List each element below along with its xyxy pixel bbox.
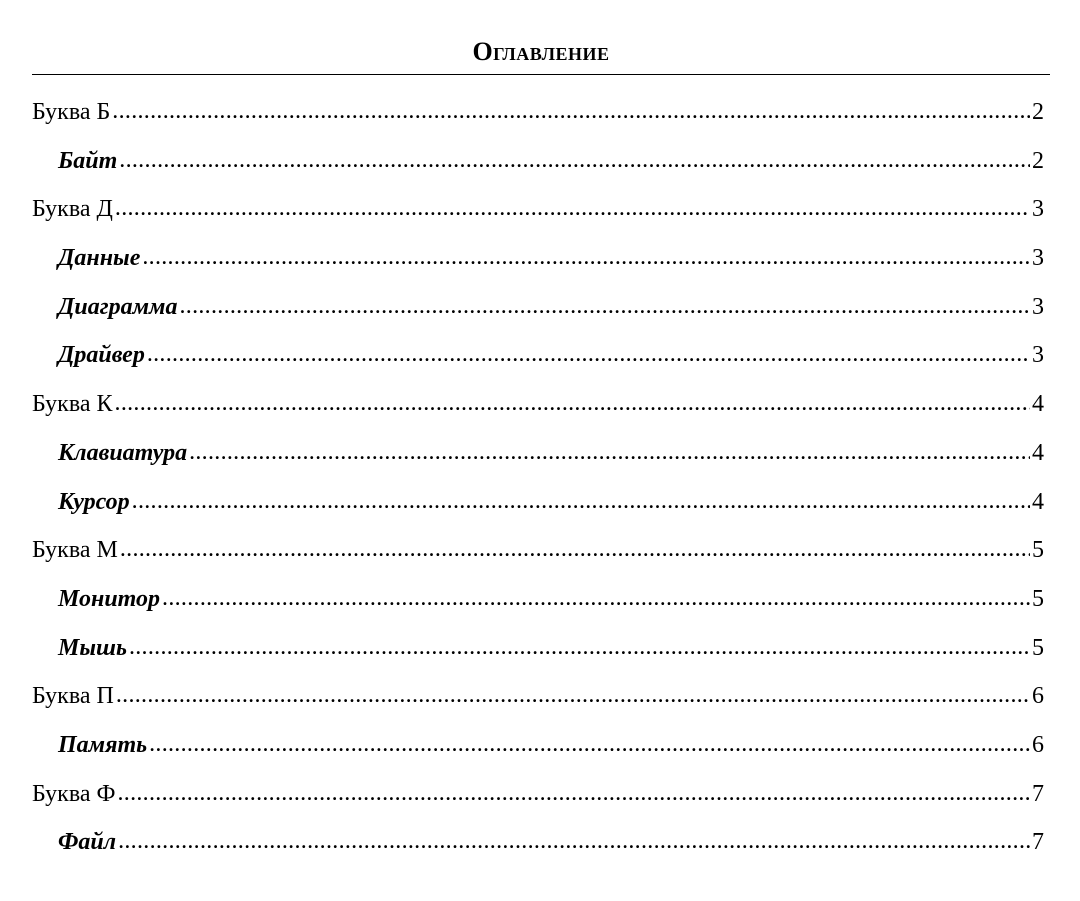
toc-page-number: 3 — [1032, 196, 1044, 223]
toc-page-number: 6 — [1032, 731, 1044, 758]
toc-entry-label: Буква Ф — [32, 780, 116, 807]
dot-leader — [115, 381, 1030, 425]
toc-entry-label: Драйвер — [58, 342, 145, 369]
toc-entry-letter-f[interactable] — [32, 772, 1044, 821]
title-divider — [32, 74, 1050, 75]
toc-entry-label: Диаграмма — [58, 293, 178, 320]
toc-entry-label: Память — [58, 731, 148, 758]
toc-page-number: 6 — [1032, 683, 1044, 710]
toc-page-number: 5 — [1032, 634, 1044, 661]
toc-entry-letter-m[interactable] — [32, 528, 1044, 577]
toc-page-number: 5 — [1032, 537, 1044, 564]
toc-page-number: 3 — [1032, 342, 1044, 369]
toc-entry-kursor[interactable] — [32, 480, 1044, 529]
toc-page-number: 5 — [1032, 585, 1044, 612]
toc-page-number: 3 — [1032, 245, 1044, 272]
toc-entry-letter-p[interactable] — [32, 674, 1044, 723]
toc-page-number: 4 — [1032, 391, 1044, 418]
toc-page-number: 3 — [1032, 293, 1044, 320]
dot-leader — [117, 771, 1030, 815]
dot-leader — [119, 138, 1030, 182]
toc-entry-letter-d[interactable] — [32, 187, 1044, 236]
dot-leader — [147, 332, 1030, 376]
toc-entry-label: Монитор — [58, 585, 161, 612]
dot-leader — [162, 576, 1030, 620]
toc-page-number: 4 — [1032, 439, 1044, 466]
dot-leader — [132, 479, 1030, 523]
toc-entry-label: Буква П — [32, 683, 114, 710]
toc-entry-diagramma[interactable] — [32, 285, 1044, 334]
toc-entry-label: Файл — [58, 829, 117, 856]
toc-page-number: 7 — [1032, 829, 1044, 856]
toc-entry-pamyat[interactable] — [32, 723, 1044, 772]
toc-entry-mysh[interactable] — [32, 626, 1044, 675]
toc-entry-label: Буква М — [32, 537, 118, 564]
dot-leader — [142, 235, 1030, 279]
toc-entry-label: Буква К — [32, 391, 113, 418]
toc-title: Оглавление — [472, 37, 610, 66]
toc-entry-label: Клавиатура — [58, 439, 188, 466]
toc-entry-label: Буква Д — [32, 196, 113, 223]
toc-entry-label: Курсор — [58, 488, 130, 515]
toc-entry-label: Мышь — [58, 634, 127, 661]
toc-entry-label: Данные — [58, 245, 141, 272]
dot-leader — [189, 430, 1030, 474]
toc-entry-label: Байт — [58, 147, 118, 174]
dot-leader — [129, 625, 1030, 669]
toc-entry-monitor[interactable] — [32, 577, 1044, 626]
dot-leader — [116, 673, 1030, 717]
toc-page-number: 2 — [1032, 99, 1044, 125]
toc-entry-letter-k[interactable] — [32, 382, 1044, 431]
toc-page-number: 7 — [1032, 780, 1044, 807]
dot-leader — [118, 819, 1030, 863]
dot-leader — [112, 89, 1030, 133]
dot-leader — [149, 722, 1030, 766]
toc-entry-draiver[interactable] — [32, 333, 1044, 382]
toc-page-number: 4 — [1032, 488, 1044, 515]
toc-list — [32, 90, 1044, 869]
toc-entry-fail[interactable] — [32, 820, 1044, 869]
toc-page-number: 2 — [1032, 147, 1044, 174]
toc-entry-letter-b[interactable] — [32, 90, 1044, 139]
dot-leader — [115, 186, 1030, 230]
toc-entry-klaviatura[interactable] — [32, 431, 1044, 480]
dot-leader — [120, 527, 1030, 571]
dot-leader — [179, 284, 1030, 328]
toc-entry-label: Буква Б — [32, 99, 111, 125]
toc-entry-bait[interactable] — [32, 139, 1044, 188]
toc-entry-dannye[interactable] — [32, 236, 1044, 285]
